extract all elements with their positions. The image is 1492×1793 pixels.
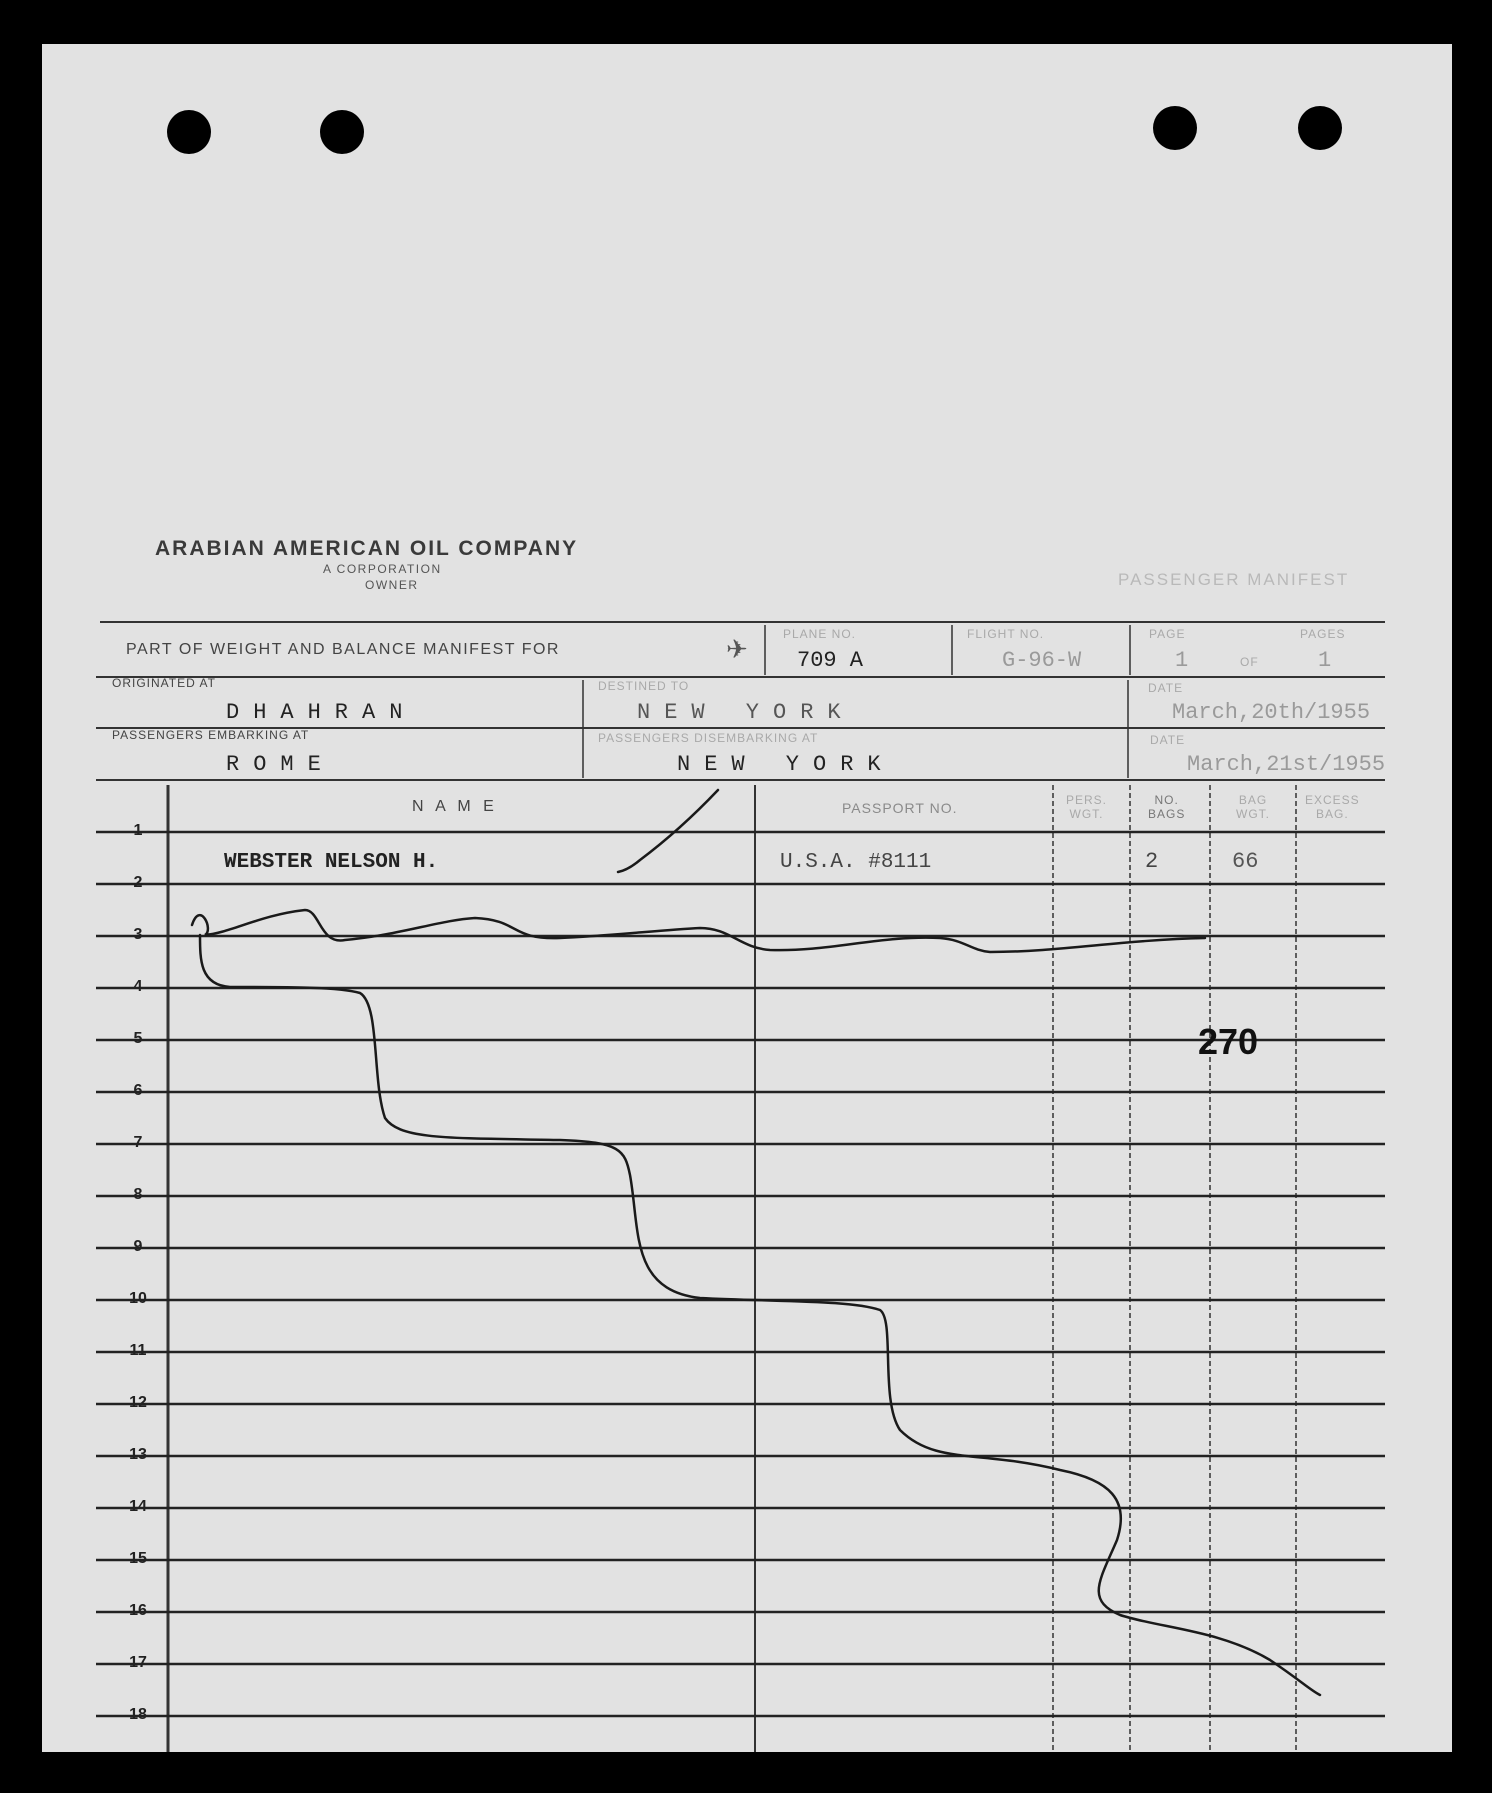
column-no-bags-line2: BAGS	[1148, 807, 1186, 821]
row1-name: WEBSTER NELSON H.	[224, 851, 439, 874]
pages-value: 1	[1318, 648, 1332, 673]
column-pers-wgt-line2: WGT.	[1069, 807, 1104, 821]
page-label: PAGE	[1149, 627, 1186, 641]
column-name: N A M E	[412, 798, 498, 815]
date2-label: DATE	[1150, 733, 1186, 747]
column-passport: PASSPORT NO.	[842, 800, 958, 816]
column-bag-wgt-line2: WGT.	[1236, 807, 1270, 821]
disembark-value: NEW YORK	[677, 752, 895, 777]
date1-label: DATE	[1148, 681, 1184, 695]
row-number: 14	[129, 1498, 147, 1515]
column-pers-wgt-line1: PERS.	[1066, 793, 1108, 807]
row-number: 2	[133, 874, 143, 891]
plane-no-value: 709 A	[797, 648, 864, 673]
row-number: 17	[129, 1654, 147, 1671]
originated-label: ORIGINATED AT	[112, 676, 216, 690]
row-number: 4	[133, 978, 143, 995]
row1-passport: U.S.A. #8111	[780, 851, 932, 874]
form-title: PASSENGER MANIFEST	[1118, 570, 1350, 589]
destined-value: NEW YORK	[637, 700, 855, 725]
row-number: 7	[133, 1134, 143, 1151]
column-excess-bag-line2: BAG.	[1316, 807, 1349, 821]
row1-no-bags: 2	[1145, 849, 1159, 874]
plane-no-label: PLANE NO.	[783, 627, 857, 641]
row1-bag-wgt: 66	[1232, 849, 1259, 874]
row-number: 1	[133, 822, 143, 839]
aircraft-logo-icon: ✈	[726, 634, 748, 664]
column-excess-bag-line1: EXCESS	[1305, 793, 1360, 807]
column-bag-wgt-line1: BAG	[1238, 793, 1268, 807]
pages-label: PAGES	[1300, 627, 1346, 641]
flight-no-label: FLIGHT NO.	[967, 627, 1045, 641]
row-number: 11	[129, 1342, 147, 1359]
row-number: 16	[129, 1602, 147, 1619]
originated-value: DHAHRAN	[226, 700, 417, 725]
page-of-label: OF	[1240, 655, 1259, 669]
handwritten-total: 270	[1198, 1021, 1259, 1062]
row-number: 6	[133, 1082, 143, 1099]
date1-value: March,20th/1955	[1172, 700, 1371, 725]
row-number: 10	[129, 1290, 147, 1307]
row-number: 12	[129, 1394, 147, 1411]
row-number: 18	[129, 1706, 147, 1723]
disembark-label: PASSENGERS DISEMBARKING AT	[598, 731, 819, 745]
row-number: 5	[133, 1030, 143, 1047]
row-number: 9	[133, 1238, 143, 1255]
row-number: 8	[133, 1186, 143, 1203]
embark-label: PASSENGERS EMBARKING AT	[112, 728, 310, 742]
destined-label: DESTINED TO	[598, 679, 690, 693]
date2-value: March,21st/1955	[1187, 752, 1386, 777]
row-number: 3	[133, 926, 143, 943]
embark-value: ROME	[226, 752, 335, 777]
row-number: 15	[129, 1550, 147, 1567]
company-subtitle: A CORPORATION	[323, 562, 442, 576]
row-number: 13	[129, 1446, 147, 1463]
page-value: 1	[1175, 648, 1189, 673]
column-no-bags-line1: NO.	[1154, 793, 1179, 807]
company-owner: OWNER	[365, 578, 419, 592]
part-of-label: PART OF WEIGHT AND BALANCE MANIFEST FOR	[126, 641, 560, 658]
company-name: ARABIAN AMERICAN OIL COMPANY	[155, 537, 579, 560]
flight-no-value: G-96-W	[1002, 648, 1082, 673]
